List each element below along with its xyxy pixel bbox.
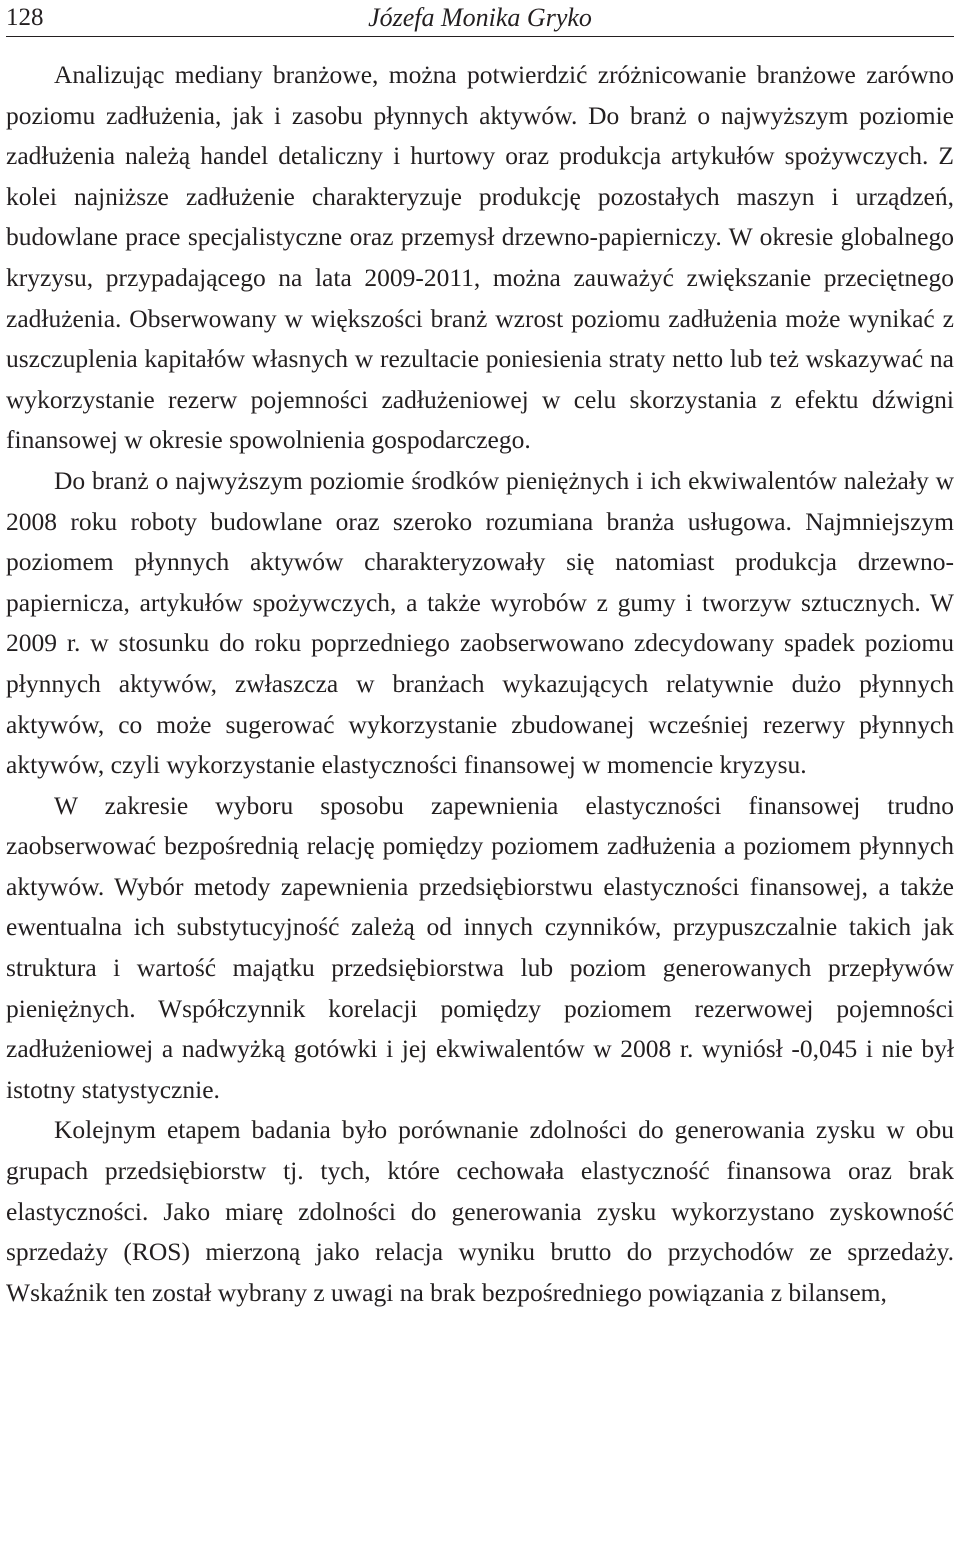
page-number: 128 — [6, 4, 44, 31]
running-author: Józefa Monika Gryko — [368, 3, 592, 32]
body-text — [6, 55, 954, 1313]
running-header — [6, 0, 954, 37]
paragraph: W zakresie wyboru sposobu zapewnienia elastyczności finansowej trudno zaobserwować bezpośrednią relację pomiędzy poziomem zadłużenia a poziomem płynnych aktywów. Wybór metody zapewnienia przedsiębiorstwu elastyczności finansowej, a także ewentualna ich substytucyjność zależą od innych czynników, przypuszczalnie takich jak struktura i wartość majątku przedsiębiorstwa lub poziom generowanych przepływów pieniężnych. Współczynnik korelacji pomiędzy poziomem rezerwowej pojemności zadłużeniowej a nadwyżką gotówki i jej ekwiwalentów w 2008 r. wyniósł -0,045 i nie był istotny statystycznie. — [6, 790, 954, 1104]
paragraph: Kolejnym etapem badania było porównanie zdolności do generowania zysku w obu grupach przedsiębiorstw tj. tych, które cechowała elastyczność finansowa oraz brak elastyczności. Jako miarę zdolności do generowania zysku wykorzystano zyskowność sprzedaży (ROS) mierzoną jako relacja wyniku brutto do przychodów ze sprzedaży. Wskaźnik ten został wybrany z uwagi na brak bezpośredniego powiązania z bilansem, — [6, 1115, 954, 1307]
paragraph: Do branż o najwyższym poziomie środków pieniężnych i ich ekwiwalentów należały w 2008 roku roboty budowlane oraz szeroko rozumiana branża usługowa. Najmniejszym poziomem płynnych aktywów charakteryzowały się natomiast produkcja drzewno-papiernicza, artykułów spożywczych, a także wyrobów z gumy i tworzyw sztucznych. W 2009 r. w stosunku do roku poprzedniego zaobserwowano zdecydowany spadek poziomu płynnych aktywów, zwłaszcza w branżach wykazujących relatywnie dużo płynnych aktywów, co może sugerować wykorzystanie zbudowanej wcześniej rezerwy płynnych aktywów, czyli wykorzystanie elastyczności finansowej w momencie kryzysu. — [6, 465, 954, 780]
book-page — [6, 0, 954, 1313]
paragraph: Analizując mediany branżowe, można potwierdzić zróżnicowanie branżowe zarówno poziomu zadłużenia, jak i zasobu płynnych aktywów. Do branż o najwyższym poziomie zadłużenia należą handel detaliczny i hurtowy oraz produkcja artykułów spożywczych. Z kolei najniższe zadłużenie charakteryzuje produkcję pozostałych maszyn i urządzeń, budowlane prace specjalistyczne oraz przemysł drzewno-papierniczy. W okresie globalnego kryzysu, przypadającego na lata 2009-2011, można zauważyć zwiększanie przeciętnego zadłużenia. Obserwowany w większości branż wzrost poziomu zadłużenia może wynikać z uszczuplenia kapitałów własnych w rezultacie poniesienia straty netto lub też wskazywać na wykorzystanie rezerw pojemności zadłużeniowej w celu skorzystania z efektu dźwigni finansowej w okresie spowolnienia gospodarczego. — [6, 60, 954, 455]
